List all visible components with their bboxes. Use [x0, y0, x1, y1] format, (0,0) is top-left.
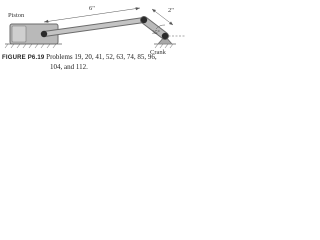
- caption-text-line1: Problems 19, 20, 41, 52, 63, 74, 85, 96,: [46, 53, 157, 61]
- caption-text-line2: 104, and 112.: [50, 62, 88, 71]
- crank-label: Crank: [150, 49, 166, 55]
- piston-pin: [41, 31, 47, 37]
- piston-label: Piston: [8, 12, 25, 19]
- rod-length-label: 6": [89, 5, 95, 12]
- piston-ground: [5, 44, 62, 48]
- crank-radius-label: 2": [168, 7, 174, 14]
- crank-pivot: [162, 33, 168, 39]
- angle-label: 35°: [152, 30, 160, 36]
- piston-face: [12, 26, 26, 42]
- figure-number: FIGURE P6.19: [2, 55, 45, 61]
- crank-pin: [141, 17, 147, 23]
- slider-crank-mechanism-figure: [0, 0, 200, 55]
- figure-caption: [2, 53, 172, 72]
